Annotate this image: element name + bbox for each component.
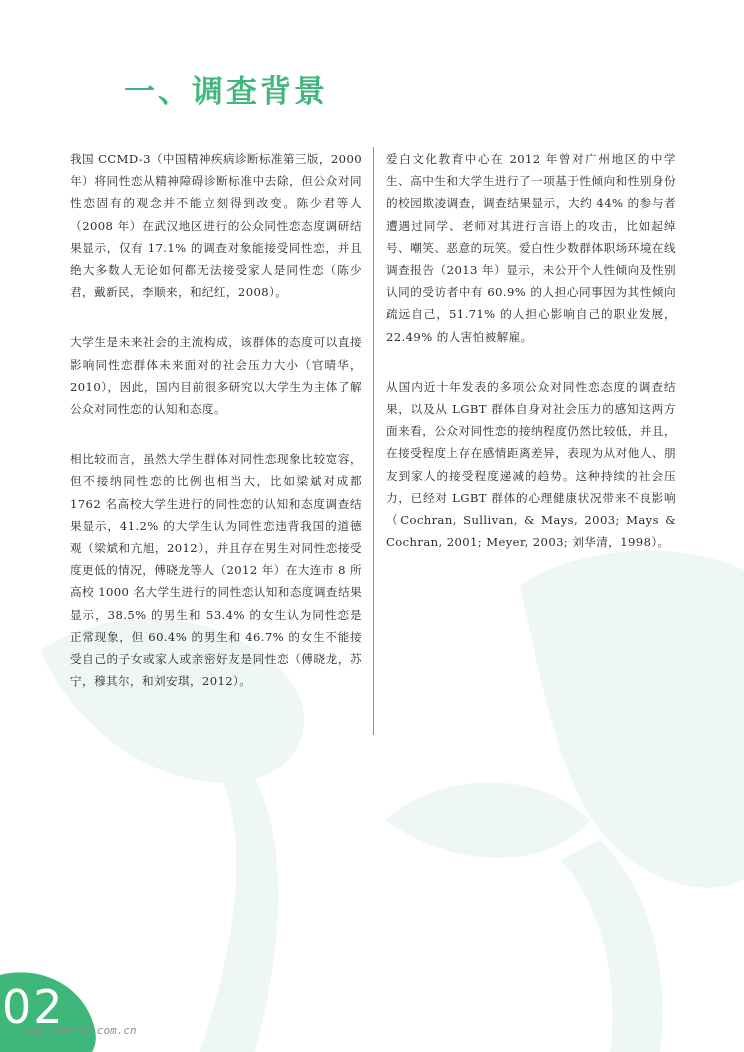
left-text-column [70,148,362,720]
column-divider [373,147,374,735]
right-stem-shape [560,840,663,1052]
sprout-stem-shape [200,760,278,1052]
paragraph-ccmd3: 我国 CCMD-3（中国精神疾病诊断标准第三版，2000 年）将同性恋从精神障碍诊断标准中去除，但公众对同性恋固有的观念并不能立刻得到改变。陈少君等人（2008 年）在武汉地区进行的公众同性恋态度调研结果显示，仅有 17.1% 的调查对象能接受同性恋，并且绝大多数人无论如何都无法接受家人是同性恋（陈少君，戴新民，李顺来，和纪红，2008）。 [70,152,362,300]
paragraph-college-students: 大学生是未来社会的主流构成，该群体的态度可以直接影响同性恋群体未来面对的社会压力大小（官晴华，2010），因此，国内目前很多研究以大学生为主体了解公众对同性恋的认知和态度。 [70,335,362,417]
right-text-column [386,148,676,581]
watermark-text: www.weezit.com.cn [24,1024,137,1037]
paragraph-conclusion: 从国内近十年发表的多项公众对同性恋态度的调查结果，以及从 LGBT 群体自身对社会压力的感知这两方面来看，公众对同性恋的接纳程度仍然比较低，并且，在接受程度上存在感情距离差异，表现为从对他人、朋友到家人的接受程度递减的趋势。这种持续的社会压力，已经对 LGBT 群体的心理健康状况带来不良影响（Cochran, Sullivan, & Mays, 2003; Mays & Cochran, 2001; Meyer, 2003; 刘华清，1998）。 [386,379,676,550]
paragraph-aibai-survey: 爱白文化教育中心在 2012 年曾对广州地区的中学生、高中生和大学生进行了一项基于性倾向和性别身份的校园欺凌调查，调查结果显示，大约 44% 的参与者遭遇过同学、老师对其进行言语上的攻击，比如起绰号、嘲笑、恶意的玩笑。爱白性少数群体职场环境在线调查报告（2013 年）显示，未公开个人性倾向及性别认同的受访者中有 60.9% 的人担心同事因为其性倾向疏远自己，51.71% 的人担心影响自己的职业发展，22.49% 的人害怕被解雇。 [386,152,676,344]
page-number: 02 [2,980,65,1034]
paragraph-comparison: 相比较而言，虽然大学生群体对同性恋现象比较宽容，但不接纳同性恋的比例也相当大，比如梁斌对成都 1762 名高校大学生进行的同性恋的认知和态度调查结果显示，41.2% 的大学生认为同性恋违背我国的道德观（梁斌和亢旭，2012），并且存在男生对同性恋接受度更低的情况，傅晓龙等人（2012 年）在大连市 8 所高校 1000 名大学生进行的同性恋认知和态度调查结果显示，38.5% 的男生和 53.4% 的女生认为同性恋是正常现象，但 60.4% 的男生和 46.7% 的女生不能接受自己的子女或家人或亲密好友是同性恋（傅晓龙，苏宁，穆其尔，和刘安琪，2012）。 [70,452,362,689]
section-title: 一、调查背景 [124,74,328,110]
center-leaf-shape [385,783,590,858]
